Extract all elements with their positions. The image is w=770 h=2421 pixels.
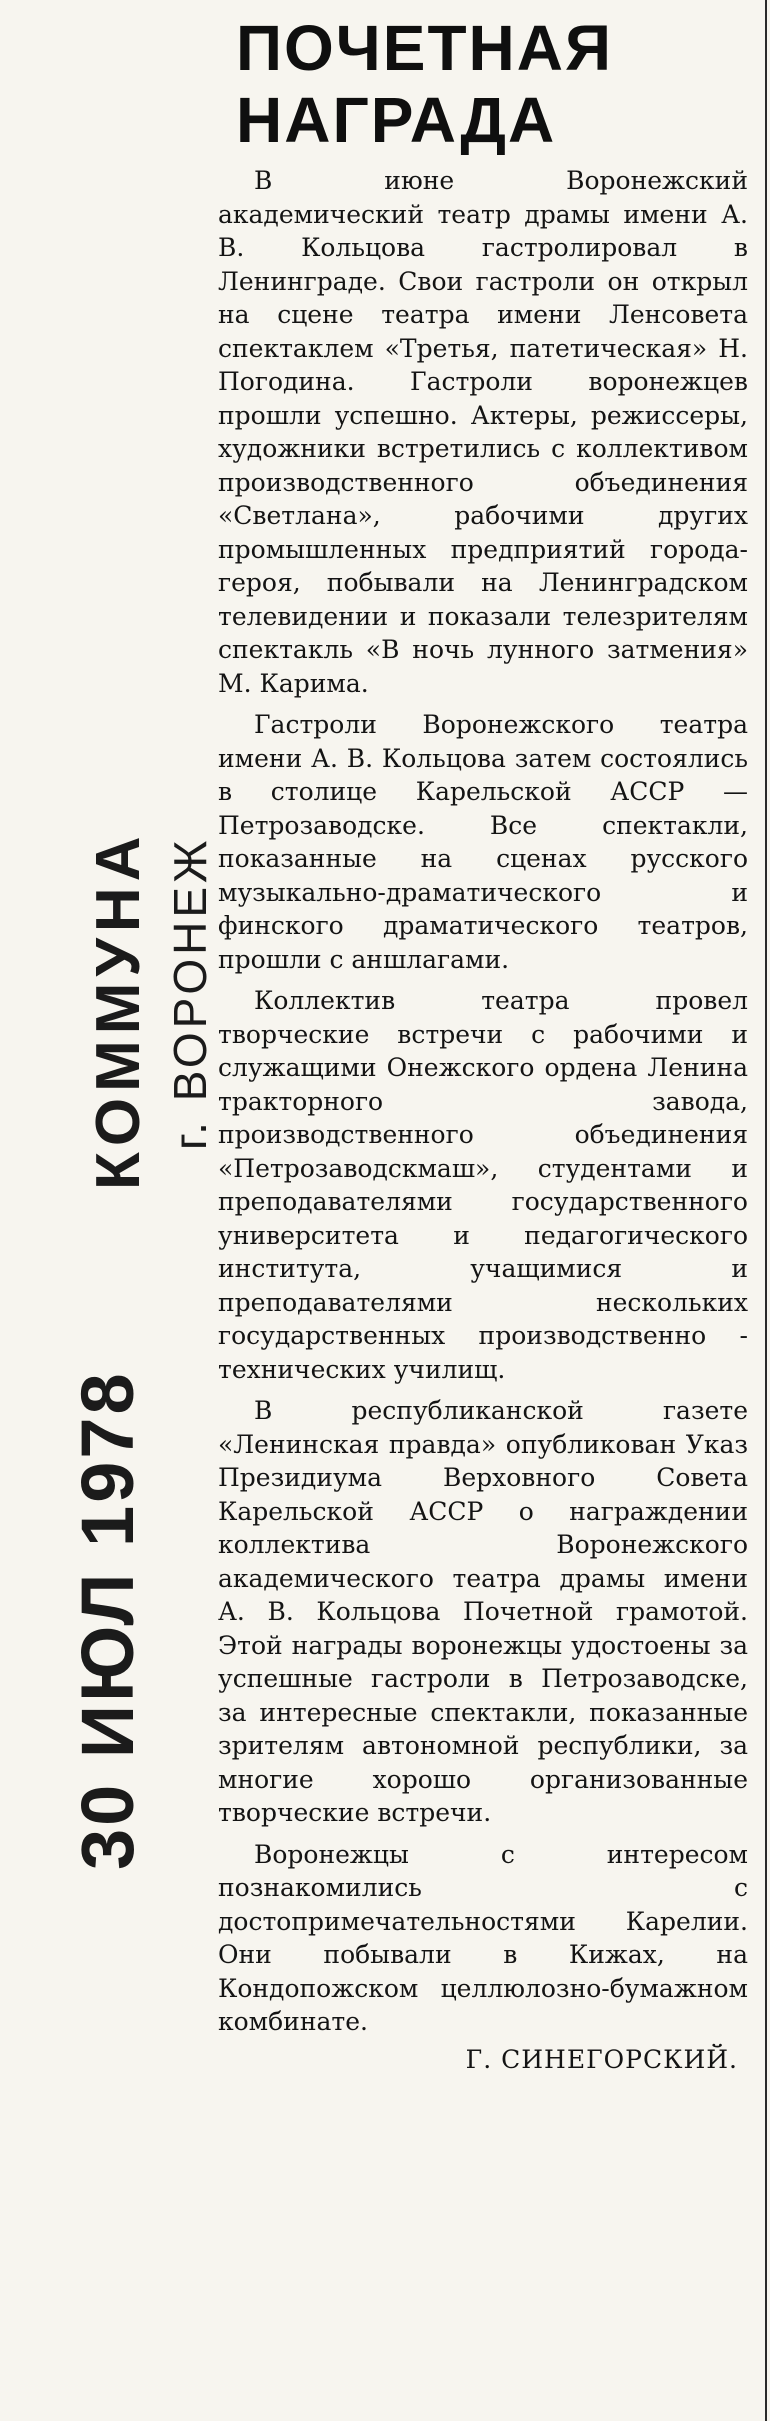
paragraph-4: В республиканской газете «Ленинская правда» опубликован Указ Президиума Верховного Совета Карельской АССР о награждении коллектива Воронежского академического театра драмы имени А. В. Кольцова Почетной грамотой. Этой награды воронежцы удостоены за успешные гастроли в Петрозаводске, за интересные спектакли, показанные зрителям автономной республики, за многие хорошо организованные творческие встречи. <box>218 1396 748 1827</box>
article-headline <box>236 12 748 156</box>
newspaper-stamp <box>45 660 225 2140</box>
paragraph-2: Гастроли Воронежского театра имени А. В. Кольцова затем состоялись в столице Карельской АССР — Петрозаводске. Все спектакли, показанные на сценах русского музыкально-драматического и финского драматического театров, прошли с аншлагами. <box>218 710 748 974</box>
clipping-edge <box>765 0 767 2421</box>
headline-line-1: ПОЧЕТНАЯ <box>236 12 613 84</box>
headline-line-2: НАГРАДА <box>236 84 557 156</box>
paragraph-3: Коллектив театра провел творческие встречи с рабочими и служащими Онежского ордена Ленина тракторного завода, производственного объединения «Петрозаводскмаш», студентами и преподавателями государственного университета и педагогического института, учащимися и преподавателями нескольких государственных производственно - технических училищ. <box>218 986 748 1384</box>
stamp-city: г. ВОРОНЕЖ <box>164 836 216 1150</box>
stamp-newspaper-name: КОММУНА <box>84 830 153 1190</box>
paragraph-5: Воронежцы с интересом познакомились с достопримечательностями Карелии. Они побывали в Кижах, на Кондопожском целлюлозно-бумажном комбинате. <box>218 1839 748 2036</box>
paragraph-1: В июне Воронежский академический театр драмы имени А. В. Кольцова гастролировал в Ленинграде. Свои гастроли он открыл на сцене театра имени Ленсовета спектаклем «Третья, патетическая» Н. Погодина. Гастроли воронежцев прошли успешно. Актеры, режиссеры, художники встретились с коллективом производственного объединения «Светлана», рабочими других промышленных предприятий города-героя, побывали на Ленинградском телевидении и показали телезрителям спектакль «В ночь лунного затмения» М. Карима. <box>218 166 748 698</box>
article <box>218 12 748 2074</box>
stamp-date: 30 ИЮЛ 1978 <box>66 1370 149 1870</box>
article-signature: Г. СИНЕГОРСКИЙ. <box>465 2044 738 2074</box>
article-body <box>218 164 748 2039</box>
